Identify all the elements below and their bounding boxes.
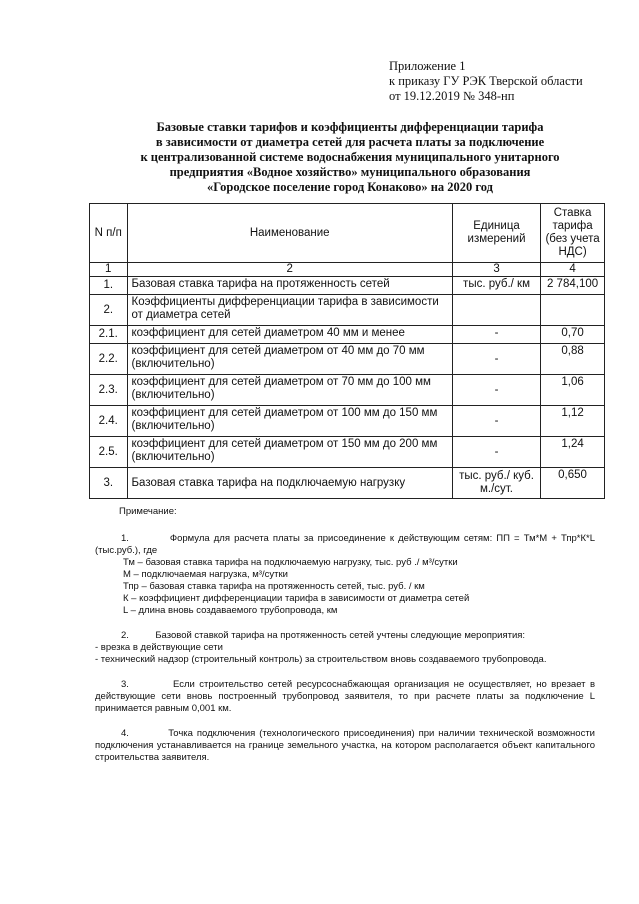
appendix-line: к приказу ГУ РЭК Тверской области (389, 74, 583, 88)
row-name: Базовая ставка тарифа на подключаемую нагрузку (127, 468, 452, 499)
table-header-row (90, 204, 605, 263)
table-row (90, 326, 605, 344)
row-name: Базовая ставка тарифа на протяженность сетей (127, 277, 452, 295)
definition-line: К – коэффициент дифференциации тарифа в зависимости от диаметра сетей (123, 593, 470, 604)
row-name: Коэффициенты дифференциации тарифа в зависимости от диаметра сетей (127, 295, 452, 326)
row-unit: - (452, 406, 540, 437)
row-name: коэффициент для сетей диаметром от 70 мм до 100 мм (включительно) (127, 375, 452, 406)
row-num: 3. (90, 468, 128, 499)
column-number-row (90, 263, 605, 277)
row-unit: тыс. руб./ куб. м./сут. (452, 468, 540, 499)
document-title (100, 120, 600, 195)
note-2: 2. Базовой ставкой тарифа на протяженность сетей учтены следующие мероприятия: (121, 630, 526, 641)
row-name: коэффициент для сетей диаметром от 40 мм до 70 мм (включительно) (127, 344, 452, 375)
appendix-reference (389, 59, 583, 104)
row-rate (541, 295, 605, 326)
table-row (90, 375, 605, 406)
table-row (90, 295, 605, 326)
col-number: 4 (541, 263, 605, 277)
note-1-definitions (123, 557, 595, 617)
title-line: «Городское поселение город Конаково» на 2020 год (207, 180, 493, 194)
row-rate: 1,12 (541, 406, 605, 437)
notes-section (95, 506, 595, 764)
row-num: 2.5. (90, 437, 128, 468)
row-num: 2.3. (90, 375, 128, 406)
title-line: предприятия «Водное хозяйство» муниципального образования (169, 165, 531, 179)
definition-line: Тпр – базовая ставка тарифа на протяженность сетей, тыс. руб. / км (123, 581, 425, 592)
note-2-item: - врезка в действующие сети (95, 642, 223, 653)
row-rate: 0,650 (541, 468, 605, 499)
table-row (90, 277, 605, 295)
row-name: коэффициент для сетей диаметром от 150 мм до 200 мм (включительно) (127, 437, 452, 468)
row-unit: - (452, 326, 540, 344)
col-number: 3 (452, 263, 540, 277)
header-rate: Ставка тарифа (без учета НДС) (541, 204, 605, 263)
note-2-item: - технический надзор (строительный контроль) за строительством вновь создаваемого трубопровода. (95, 654, 547, 665)
notes-heading: Примечание: (119, 506, 177, 517)
row-rate: 0,88 (541, 344, 605, 375)
row-unit (452, 295, 540, 326)
col-number: 2 (127, 263, 452, 277)
title-line: Базовые ставки тарифов и коэффициенты дифференциации тарифа (156, 120, 544, 134)
row-unit: - (452, 375, 540, 406)
table-row (90, 406, 605, 437)
header-name: Наименование (127, 204, 452, 263)
row-unit: - (452, 344, 540, 375)
row-unit: тыс. руб./ км (452, 277, 540, 295)
row-num: 2.2. (90, 344, 128, 375)
table-row (90, 468, 605, 499)
row-unit: - (452, 437, 540, 468)
row-rate: 1,24 (541, 437, 605, 468)
appendix-line: Приложение 1 (389, 59, 466, 73)
title-line: к централизованной системе водоснабжения муниципального унитарного (140, 150, 560, 164)
row-num: 2.1. (90, 326, 128, 344)
header-unit: Единица измерений (452, 204, 540, 263)
definition-line: М – подключаемая нагрузка, м³/сутки (123, 569, 288, 580)
note-1-formula: 1. Формула для расчета платы за присоединение к действующим сетям: ПП = Тм*М + Тпр*К*L (тыс.руб.), где (95, 533, 595, 556)
row-rate: 2 784,100 (541, 277, 605, 295)
note-3: 3. Если строительство сетей ресурсоснабжающая организация не осуществляет, но врезает в действующие сети вновь построенный трубопровод заявителя, то при расчете платы за подключение L принимается равным 0,001 км. (95, 679, 595, 714)
col-number: 1 (90, 263, 128, 277)
table-row (90, 344, 605, 375)
note-4: 4. Точка подключения (технологического присоединения) при наличии технической возможности подключения устанавливается на границе земельного участка, на котором располагается объект капитального строительства заявителя. (95, 728, 595, 763)
tariff-table (89, 203, 605, 499)
row-num: 2. (90, 295, 128, 326)
definition-line: Тм – базовая ставка тарифа на подключаемую нагрузку, тыс. руб ./ м³/сутки (123, 557, 458, 568)
appendix-line: от 19.12.2019 № 348-нп (389, 89, 515, 103)
row-rate: 0,70 (541, 326, 605, 344)
definition-line: L – длина вновь создаваемого трубопровода, км (123, 605, 338, 616)
row-name: коэффициент для сетей диаметром от 100 мм до 150 мм (включительно) (127, 406, 452, 437)
header-num: N п/п (90, 204, 128, 263)
row-num: 2.4. (90, 406, 128, 437)
row-rate: 1,06 (541, 375, 605, 406)
table-row (90, 437, 605, 468)
row-num: 1. (90, 277, 128, 295)
row-name: коэффициент для сетей диаметром 40 мм и менее (127, 326, 452, 344)
title-line: в зависимости от диаметра сетей для расчета платы за подключение (155, 135, 545, 149)
